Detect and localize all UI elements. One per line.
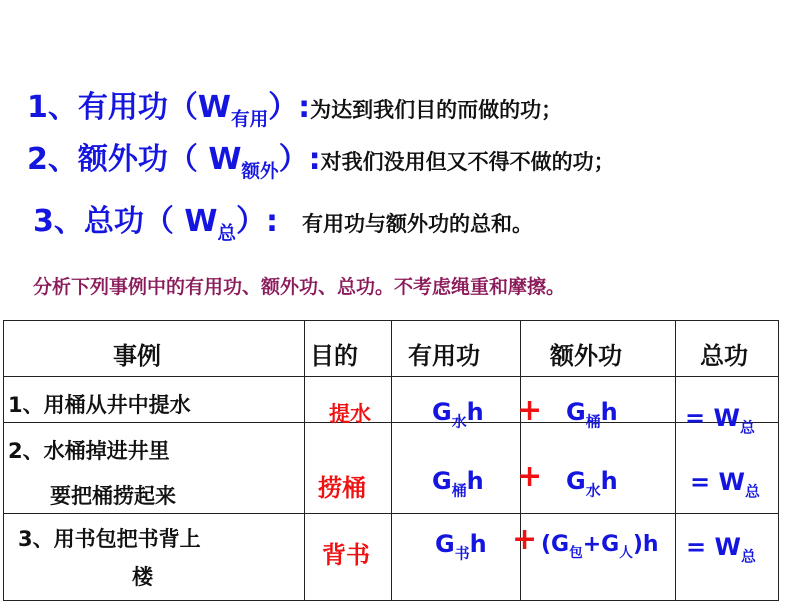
plus-2: + xyxy=(517,459,543,494)
purpose-1: 提水 xyxy=(329,402,371,426)
definition-text: 为达到我们目的而做的功； xyxy=(310,98,563,122)
plus-1: + xyxy=(517,393,543,428)
extra-work-2: $G_水h$ xyxy=(566,467,618,500)
example-3-line1: 3、用书包把书背上 xyxy=(18,527,201,551)
purpose-2: 捞桶 xyxy=(318,474,366,502)
purpose-3: 背书 xyxy=(322,541,370,569)
extra-work-1: $G_桶h$ xyxy=(566,398,618,431)
header-extra-work: 额外功 xyxy=(550,342,622,370)
instruction-text: 分析下列事例中的有用功、额外功、总功。不考虑绳重和摩擦。 xyxy=(33,276,566,298)
definition-total-work xyxy=(33,196,534,245)
example-2-line2: 要把桶捞起来 xyxy=(50,484,176,508)
example-1: 1、用桶从井中提水 xyxy=(8,393,191,417)
definition-extra-work xyxy=(27,134,615,183)
useful-work-3: $G_书h$ xyxy=(435,530,487,563)
definition-useful-work xyxy=(27,82,563,131)
definition-text: 有用功与额外功的总和。 xyxy=(302,212,534,236)
plus-3: + xyxy=(512,522,538,557)
example-2-line1: 2、水桶掉进井里 xyxy=(8,439,170,463)
header-example: 事例 xyxy=(113,342,161,370)
header-useful-work: 有用功 xyxy=(408,342,480,370)
header-purpose: 目的 xyxy=(310,342,358,370)
definition-text: 对我们没用但又不得不做的功； xyxy=(320,150,615,174)
useful-work-2: $G_桶h$ xyxy=(432,467,484,500)
total-work-2: = $W_总$ xyxy=(690,468,760,501)
extra-work-3: $(G_包+G_人)h$ xyxy=(541,532,659,562)
example-3-line2: 楼 xyxy=(132,565,153,589)
definition-term: 3、总功（ $W_总$）: xyxy=(33,204,279,245)
useful-work-1: $G_水h$ xyxy=(432,398,484,431)
definition-term: 2、额外功（ $W_{额外}$）: xyxy=(27,142,321,183)
header-total-work: 总功 xyxy=(700,342,748,370)
total-work-1: = $W_总$ xyxy=(685,404,755,437)
definition-term: 1、有用功$(W_{有用})$: xyxy=(27,90,311,131)
total-work-3: = $W_总$ xyxy=(686,533,756,566)
